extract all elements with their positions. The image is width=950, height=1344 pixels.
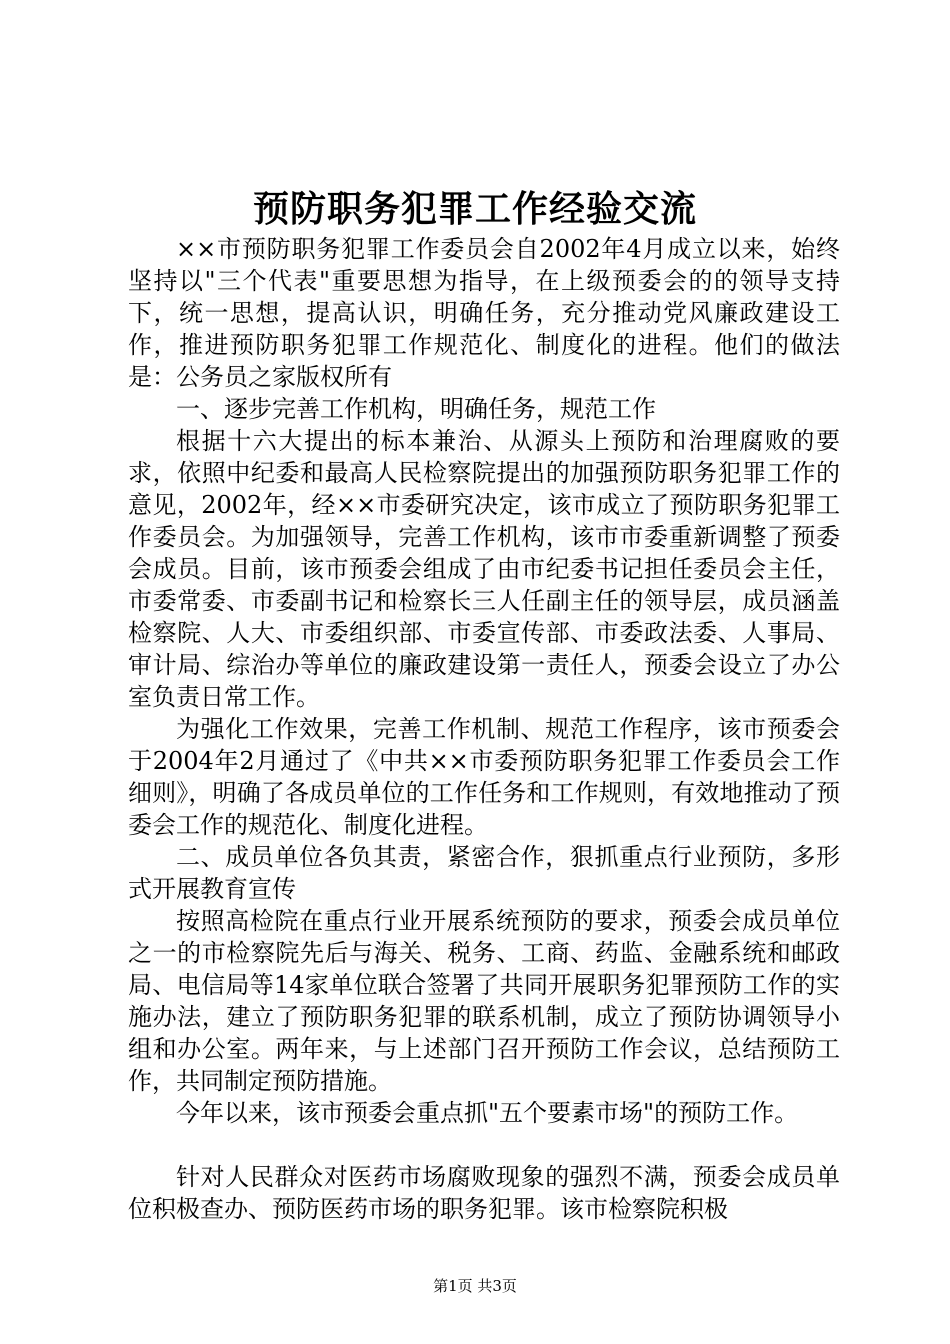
paragraph-section-1-a: 根据十六大提出的标本兼治、从源头上预防和治理腐败的要求，依照中纪委和最高人民检察院提出的加强预防职务犯罪工作的意见，2002年，经××市委研究决定，该市成立了预防职务犯罪工作委员会。为加强领导，完善工作机构，该市市委重新调整了预委会成员。目前，该市预委会组成了由市纪委书记担任委员会主任，市委常委、市委副书记和检察长三人任副主任的领导层，成员涵盖检察院、人大、市委组织部、市委宣传部、市委政法委、人事局、审计局、综治办等单位的廉政建设第一责任人，预委会设立了办公室负责日常工作。 <box>128 427 840 711</box>
paragraph-intro: ××市预防职务犯罪工作委员会自2002年4月成立以来，始终坚持以"三个代表"重要思想为指导，在上级预委会的的领导支持下，统一思想，提高认识，明确任务，充分推动党风廉政建设工作，推进预防职务犯罪工作规范化、制度化的进程。他们的做法是：公务员之家版权所有 <box>128 235 840 391</box>
paragraph-section-1-b: 为强化工作效果，完善工作机制、规范工作程序，该市预委会于2004年2月通过了《中共××市委预防职务犯罪工作委员会工作细则》，明确了各成员单位的工作任务和工作规则，有效地推动了预委会工作的规范化、制度化进程。 <box>128 715 840 839</box>
paragraph-section-2-a: 按照高检院在重点行业开展系统预防的要求，预委会成员单位之一的市检察院先后与海关、税务、工商、药监、金融系统和邮政局、电信局等14家单位联合签署了共同开展职务犯罪预防工作的实施办法，建立了预防职务犯罪的联系机制，成立了预防协调领导小组和办公室。两年来，与上述部门召开预防工作会议，总结预防工作，共同制定预防措施。 <box>128 907 840 1095</box>
paragraph-section-2-b: 今年以来，该市预委会重点抓"五个要素市场"的预防工作。 <box>176 1099 799 1127</box>
page-footer: 第1页 共3页 <box>433 1277 517 1295</box>
section-heading-2: 二、成员单位各负其责，紧密合作，狠抓重点行业预防，多形式开展教育宣传 <box>128 843 840 903</box>
section-heading-1: 一、逐步完善工作机构，明确任务，规范工作 <box>176 395 656 423</box>
document-body <box>128 233 840 1225</box>
paragraph-section-2-c: 针对人民群众对医药市场腐败现象的强烈不满，预委会成员单位积极查办、预防医药市场的职务犯罪。该市检察院积极 <box>128 1163 840 1223</box>
document-title: 预防职务犯罪工作经验交流 <box>252 188 697 230</box>
paragraph-gap <box>128 1129 840 1161</box>
